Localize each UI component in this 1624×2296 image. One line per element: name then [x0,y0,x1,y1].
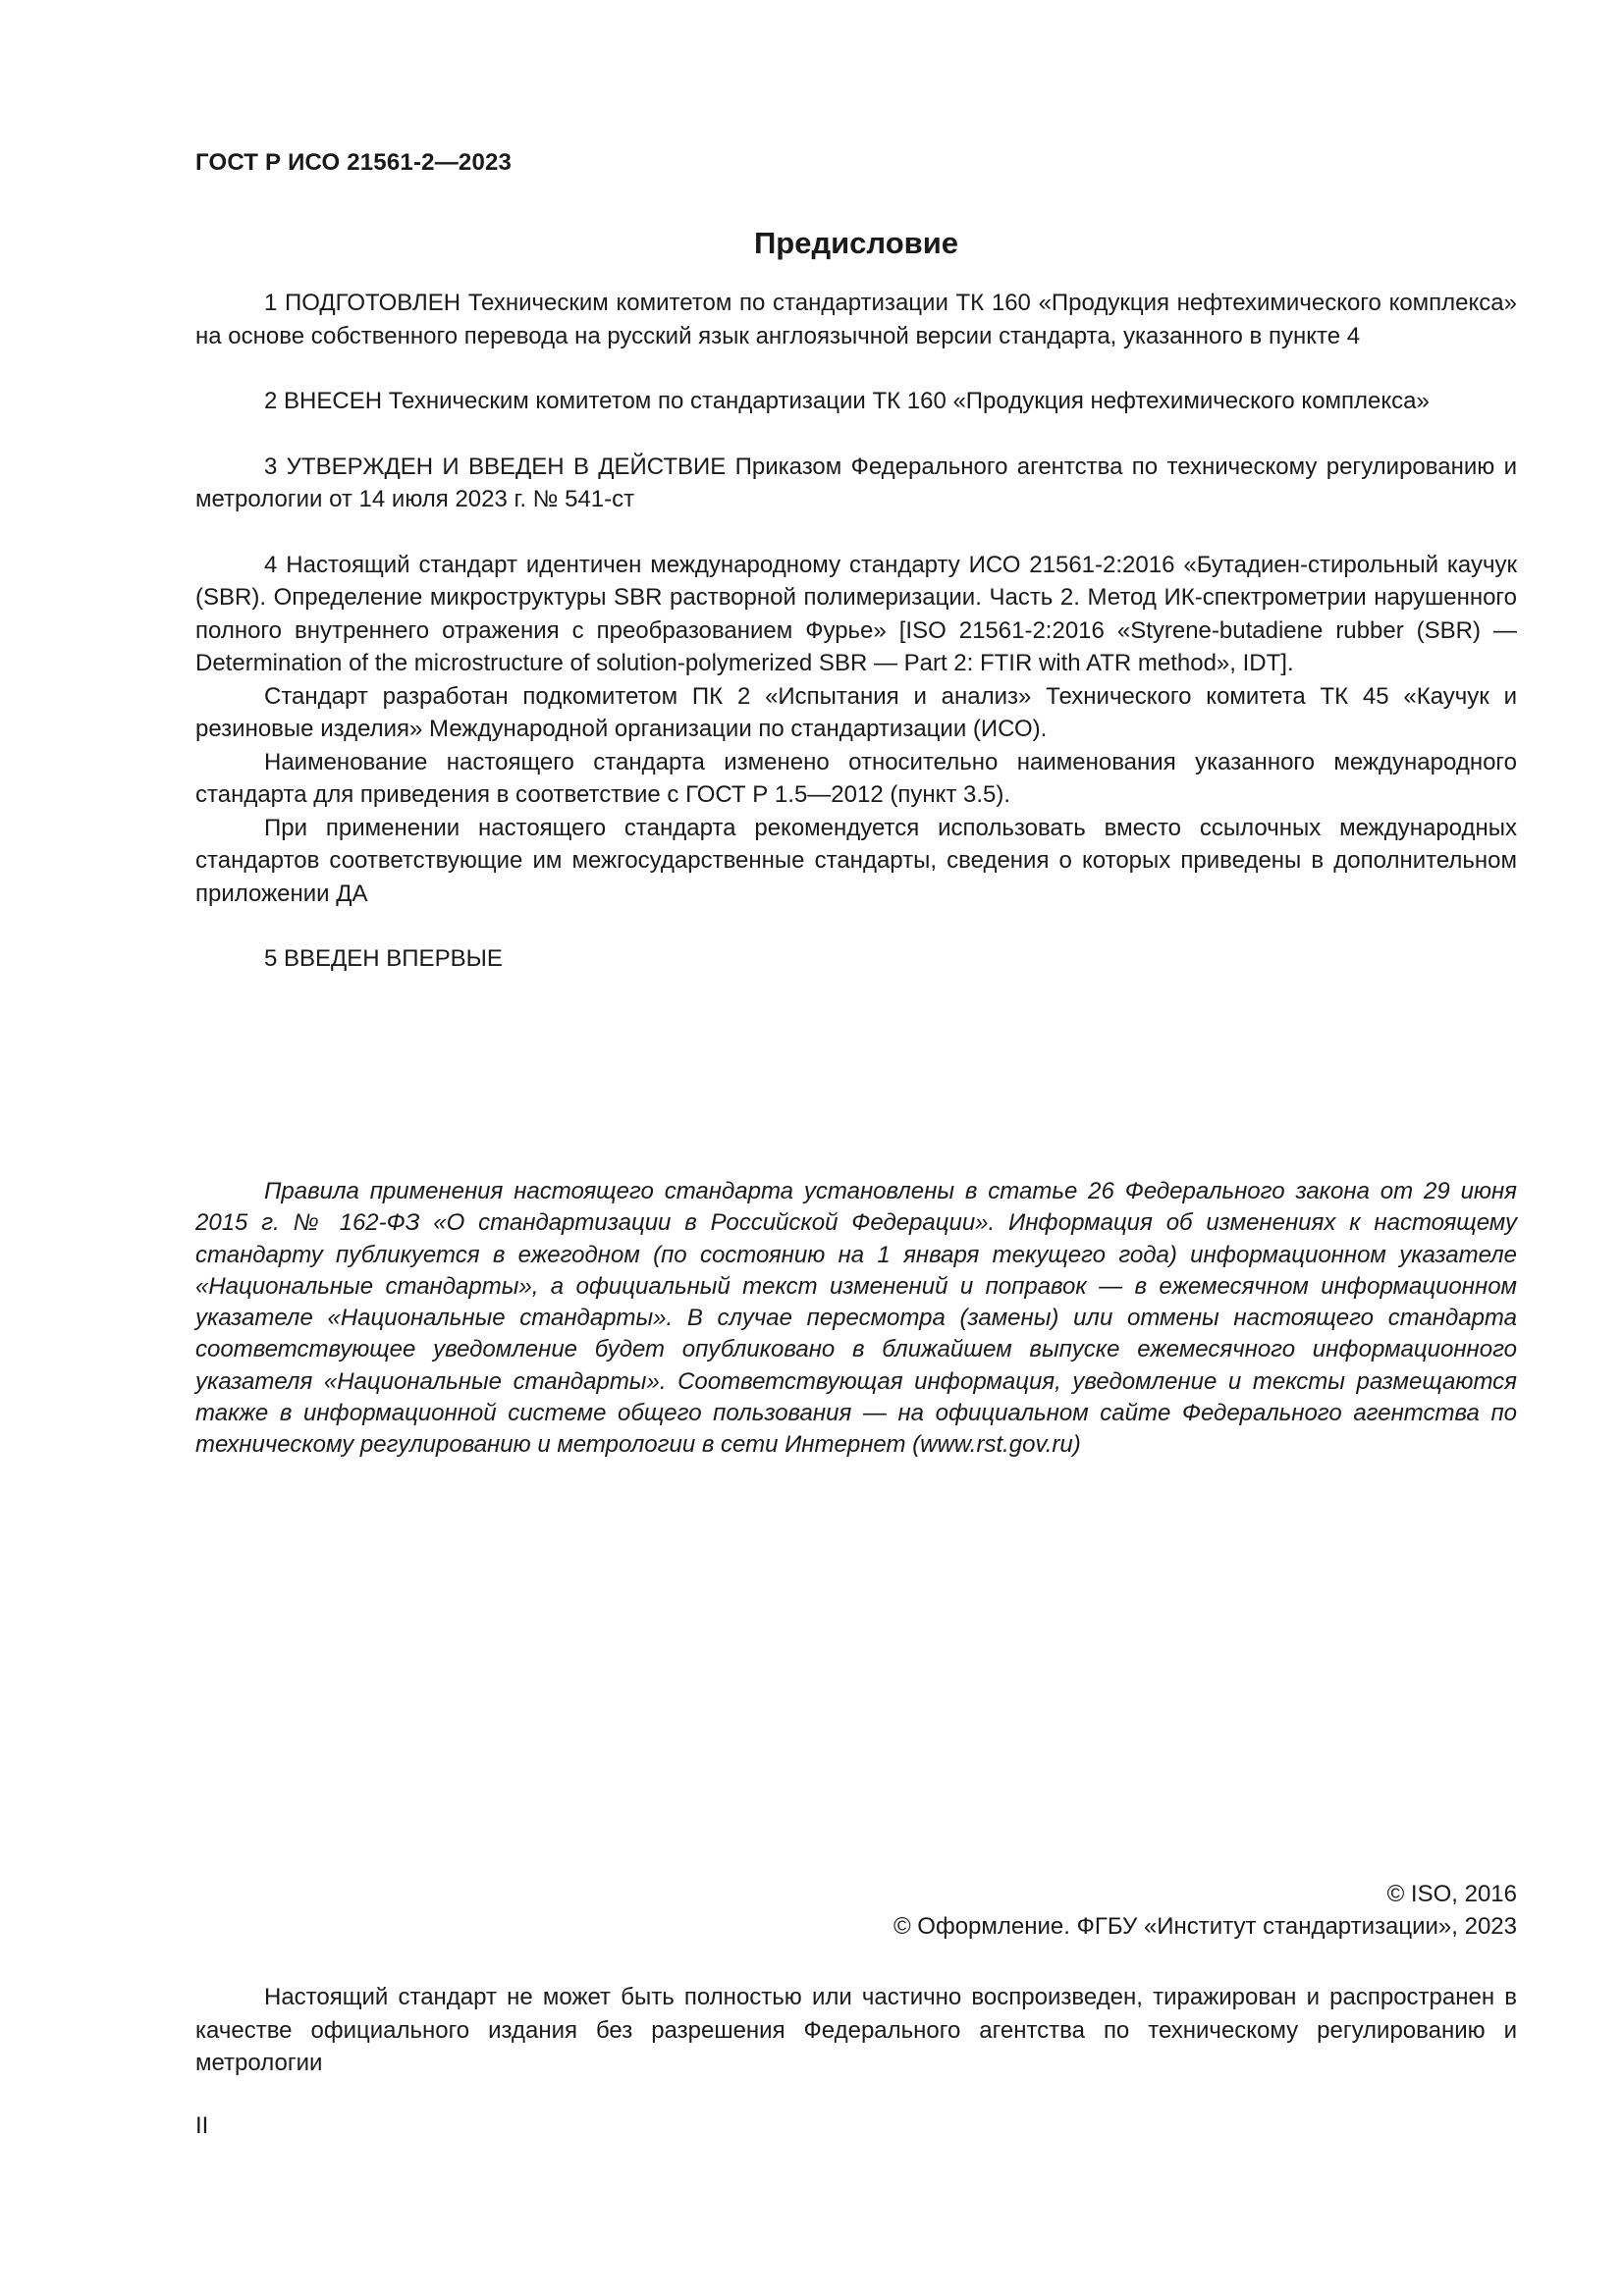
reproduction-notice: Настоящий стандарт не может быть полностью или частично воспроизведен, тиражирован и распространен в качестве официального издания без разрешения Федерального агентства по техническому регулированию и метрологии [195,1984,1517,2076]
paragraph-prepared: 1 ПОДГОТОВЛЕН Техническим комитетом по стандартизации ТК 160 «Продукция нефтехимического комплекса» на основе собственного перевода на русский язык англоязычной версии стандарта, указанного в пункте 4 [195,290,1517,349]
paragraph-approved: 3 УТВЕРЖДЕН И ВВЕДЕН В ДЕЙСТВИЕ Приказом Федерального агентства по техническому регулированию и метрологии от 14 июля 2023 г. № 541-ст [195,453,1517,512]
copyright-design: © Оформление. ФГБУ «Институт стандартизации», 2023 [893,1913,1517,1940]
application-rules-notice: Правила применения настоящего стандарта установлены в статье 26 Федерального закона от 29 июня 2015 г. № 162-ФЗ «О стандартизации в Российской Федерации». Информация об изменениях к настоящему стандарту публикуется в ежегодном (по состоянию на 1 января текущего года) информационном указателе «Национальные стандарты», а официальный текст изменений и поправок — в ежемесячном информационном указателе «Национальные стандарты». В случае пересмотра (замены) или отмены настоящего стандарта соответствующее уведомление будет опубликовано в ближайшем выпуске ежемесячного информационного указателя «Национальные стандарты». Соответствующая информация, уведомление и тексты размещаются также в информационной системе общего пользования — на официальном сайте Федерального агентства по техническому регулированию и метрологии в сети Интернет (www.rst.gov.ru) [195,1178,1517,1459]
paragraph-references: При применении настоящего стандарта рекомендуется использовать вместо ссылочных международных стандартов соответствующие им межгосударственные стандарты, сведения о которых приведены в дополнительном приложении ДА [195,814,1517,907]
copyright-block [893,1878,1517,1943]
page-number: II [195,2112,209,2139]
standard-id-header: ГОСТ Р ИСО 21561-2—2023 [195,149,513,176]
paragraph-first-introduced: 5 ВВЕДЕН ВПЕРВЫЕ [264,945,503,972]
paragraph-title-changed: Наименование настоящего стандарта изменено относительно наименования указанного международного стандарта для приведения в соответствие с ГОСТ Р 1.5—2012 (пункт 3.5). [195,748,1517,808]
copyright-iso: © ISO, 2016 [1386,1881,1517,1907]
paragraph-developed-by: Стандарт разработан подкомитетом ПК 2 «Испытания и анализ» Технического комитета ТК 45 «Каучук и резиновые изделия» Международной организации по стандартизации (ИСО). [195,682,1517,742]
page-title: Предисловие [753,226,958,260]
foreword-body [195,287,1517,976]
paragraph-introduced: 2 ВНЕСЕН Техническим комитетом по стандартизации ТК 160 «Продукция нефтехимического комплекса» [264,388,1430,414]
paragraph-identical: 4 Настоящий стандарт идентичен международному стандарту ИСО 21561-2:2016 «Бутадиен-стирольный каучук (SBR). Определение микроструктуры SBR растворной полимеризации. Часть 2. Метод ИК-спектрометрии нарушенного полного внутреннего отражения с преобразованием Фурье» [ISO 21561-2:2016 «Styrene-butadiene rubber (SBR) — Determination of the microstructure of solution-polymerized SBR — Part 2: FTIR with ATR method», IDT]. [195,551,1517,676]
